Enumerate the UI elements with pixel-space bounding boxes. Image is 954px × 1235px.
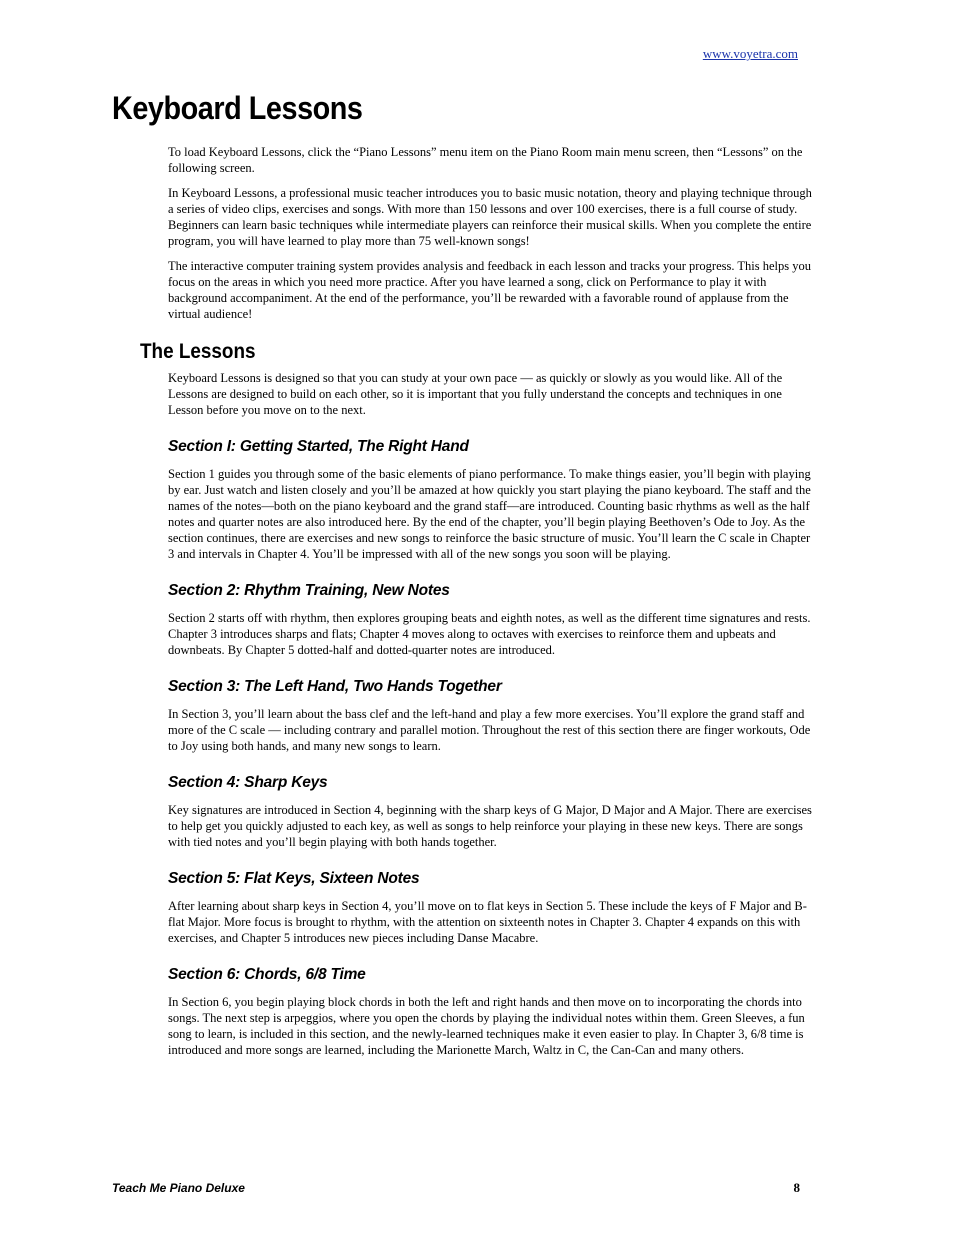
section-4-heading: Section 4: Sharp Keys	[168, 774, 328, 791]
section-3-paragraph: In Section 3, you’ll learn about the bass clef and the left-hand and play a few more exercises. You’ll explore the grand staff and more of the C scale — including contrary and parallel motion. Throughout the rest of this section there are finger workouts, Ode to Joy using both hands, and many new songs to learn.	[168, 707, 811, 753]
section-4-paragraph: Key signatures are introduced in Section 4, beginning with the sharp keys of G Major, D Major and A Major. There are exercises to help get you quickly adjusted to each key, as well as songs to help reinforce your playing in these new keys. There are songs with tied notes and you’ll begin playing with both hands together.	[168, 803, 812, 849]
lessons-heading: The Lessons	[140, 340, 256, 363]
page-number: 8	[793, 1180, 800, 1195]
intro-paragraph: The interactive computer training system provides analysis and feedback in each lesson and tracks your progress. This helps you focus on the areas in which you need more practice. After you have learned a song, click on Performance to play it with background accompaniment. At the end of the performance, you’ll be rewarded with a favorable round of applause from the virtual audience!	[168, 259, 811, 321]
section-2-heading: Section 2: Rhythm Training, New Notes	[168, 582, 450, 599]
section-5-paragraph: After learning about sharp keys in Section 4, you’ll move on to flat keys in Section 5. These include the keys of F Major and B-flat Major. More focus is brought to rhythm, with the attention on sixteenth notes in Chapter 3. Chapter 4 expands on this with exercises, and Chapter 5 introduces new pieces including Danse Macabre.	[168, 899, 807, 945]
section-3-heading: Section 3: The Left Hand, Two Hands Together	[168, 678, 502, 695]
footer-book-title: Teach Me Piano Deluxe	[112, 1181, 245, 1195]
page-content	[140, 144, 816, 1067]
lessons-paragraph: Keyboard Lessons is designed so that you can study at your own pace — as quickly or slowly as you would like. All of the Lessons are designed to build on each other, so it is important that you fully understand the concepts and techniques in one Lesson before you move on to the next.	[168, 371, 783, 417]
section-2-paragraph: Section 2 starts off with rhythm, then explores grouping beats and eighth notes, as well as the different time signatures and rests. Chapter 3 introduces sharps and flats; Chapter 4 moves along to octaves with exercises to reinforce them and upbeats and downbeats. By Chapter 5 dotted-half and dotted-quarter notes are introduced.	[168, 611, 811, 657]
page-title: Keyboard Lessons	[112, 90, 363, 126]
intro-paragraph: In Keyboard Lessons, a professional music teacher introduces you to basic music notation, theory and playing technique through a series of video clips, exercises and songs. With more than 150 lessons and over 100 exercises, there is a full course of study. Beginners can learn basic techniques while intermediate players can reinforce their musical skills. When you complete the entire program, you will have learned to play more than 75 well-known songs!	[168, 186, 812, 248]
section-6-heading: Section 6: Chords, 6/8 Time	[168, 966, 366, 983]
section-6-paragraph: In Section 6, you begin playing block chords in both the left and right hands and then move on to incorporating the chords into songs. The next step is arpeggios, where you open the chords by playing the individual notes within them. Green Sleeves, a fun song to learn, is included in this section, and the newly-learned techniques make it even easier to play. In Chapter 3, 6/8 time is introduced and more songs are learned, including the Marionette March, Waltz in C, the Can-Can and many others.	[168, 995, 805, 1057]
section-1-heading: Section I: Getting Started, The Right Hand	[168, 438, 469, 455]
intro-paragraph: To load Keyboard Lessons, click the “Piano Lessons” menu item on the Piano Room main menu screen, then “Lessons” on the following screen.	[168, 145, 803, 175]
section-5-heading: Section 5: Flat Keys, Sixteen Notes	[168, 870, 420, 887]
section-1-paragraph: Section 1 guides you through some of the basic elements of piano performance. To make things easier, you’ll begin with playing by ear. Just watch and listen closely and you’ll be amazed at how quickly you start playing the piano keyboard. The staff and the names of the notes—both on the piano keyboard and the grand staff—are introduced. Counting basic rhythms as well as the half notes and quarter notes are also introduced here. By the end of the chapter, you’ll begin playing Beethoven’s Ode to Joy. As the section continues, there are exercises and new songs to reinforce the basic structure of music. You’ll learn the C scale in Chapter 3 and intervals in Chapter 4. You’ll be impressed with all of the new songs you soon will be playing.	[168, 467, 811, 561]
website-link[interactable]: www.voyetra.com	[702, 46, 798, 61]
